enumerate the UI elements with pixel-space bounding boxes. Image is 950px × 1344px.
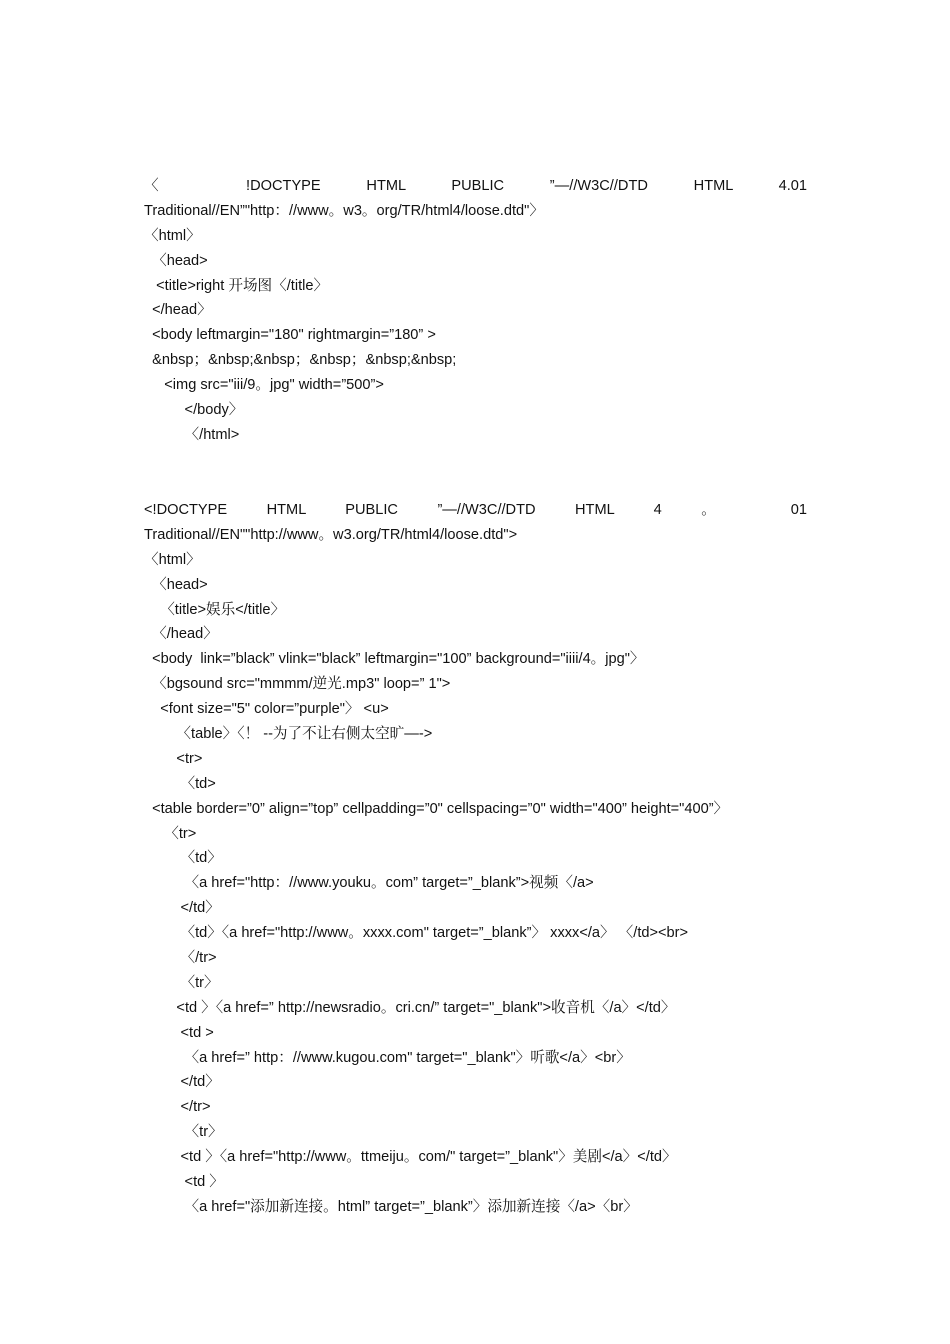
- code-line: <td 〉〈a href="http://www。ttmeiju。com/" target=”_blank"〉美剧</a〉</td〉: [144, 1149, 677, 1166]
- code-line: <td 〉〈a href=” http://newsradio。cri.cn/” target="_blank">收音机〈/a〉</td〉: [144, 999, 676, 1016]
- code-line: <font size="5" color=”purple"〉 <u>: [144, 701, 389, 718]
- code-line: &nbsp；&nbsp;&nbsp；&nbsp；&nbsp;&nbsp;: [144, 352, 457, 369]
- code-line: <!DOCTYPE HTML PUBLIC ”—//W3C//DTD HTML 4 。 01: [144, 502, 807, 518]
- code-line: 〈td〉〈a href="http://www。xxxx.com" target=”_blank”〉 xxxx</a〉 〈/td><br>: [144, 925, 689, 942]
- code-line: 〈 !DOCTYPE HTML PUBLIC ”—//W3C//DTD HTML 4.01: [144, 178, 807, 194]
- code-line: 〈tr〉: [144, 1124, 223, 1141]
- code-line: <title>right 开场图〈/title〉: [144, 277, 329, 294]
- code-line: Traditional//EN""http://www。w3.org/TR/html4/loose.dtd">: [144, 526, 518, 543]
- code-line: 〈html〉: [144, 227, 201, 244]
- code-line: <td 〉: [144, 1174, 224, 1191]
- code-line: </td〉: [144, 1074, 220, 1091]
- code-line: 〈html〉: [144, 551, 201, 568]
- code-line: <body leftmargin="180" rightmargin=”180” >: [144, 327, 436, 344]
- code-line: 〈td>: [144, 775, 216, 792]
- code-line: <td >: [144, 1024, 214, 1041]
- code-line: <tr>: [144, 750, 203, 767]
- code-line: 〈title>娱乐</title〉: [144, 601, 286, 618]
- code-line: </tr>: [144, 1099, 211, 1116]
- code-line: Traditional//EN”"http：//www。w3。org/TR/html4/loose.dtd"〉: [144, 202, 544, 219]
- code-line: 〈head>: [144, 252, 208, 269]
- code-line: 〈a href="添加新连接。html” target=”_blank”〉添加新连接〈/a>〈br〉: [144, 1198, 638, 1215]
- code-line: 〈/head〉: [144, 626, 218, 643]
- code-block-entertainment-page: [144, 498, 807, 1220]
- code-line: 〈td〉: [144, 850, 222, 867]
- code-line: 〈head>: [144, 576, 208, 593]
- code-line: </td〉: [144, 900, 220, 917]
- code-line: 〈a href="http：//www.youku。com” target=”_blank”>视频〈/a>: [144, 875, 594, 892]
- code-line: 〈table〉〈！ --为了不让右侧太空旷—->: [144, 726, 433, 743]
- code-line: <img src="iii/9。jpg" width=”500”>: [144, 377, 384, 394]
- code-line: <table border=”0” align=”top” cellpadding=”0" cellspacing=”0" width="400” height="400”〉: [144, 800, 729, 817]
- code-line: 〈tr>: [144, 825, 197, 842]
- code-line: 〈a href=” http：//www.kugou.com" target="_blank"〉听歌</a〉<br〉: [144, 1049, 631, 1066]
- code-line: </body〉: [144, 402, 244, 419]
- code-line: 〈bgsound src="mmmm/逆光.mp3" loop=” 1">: [144, 676, 451, 693]
- code-block-entry-page: [144, 174, 807, 448]
- code-line: 〈/html>: [144, 426, 240, 443]
- code-line: <body link=”black” vlink="black” leftmargin="100” background="iiii/4。jpg"〉: [144, 651, 645, 668]
- code-line: 〈/tr>: [144, 950, 217, 967]
- code-line: </head〉: [144, 302, 212, 319]
- code-line: 〈tr〉: [144, 974, 219, 991]
